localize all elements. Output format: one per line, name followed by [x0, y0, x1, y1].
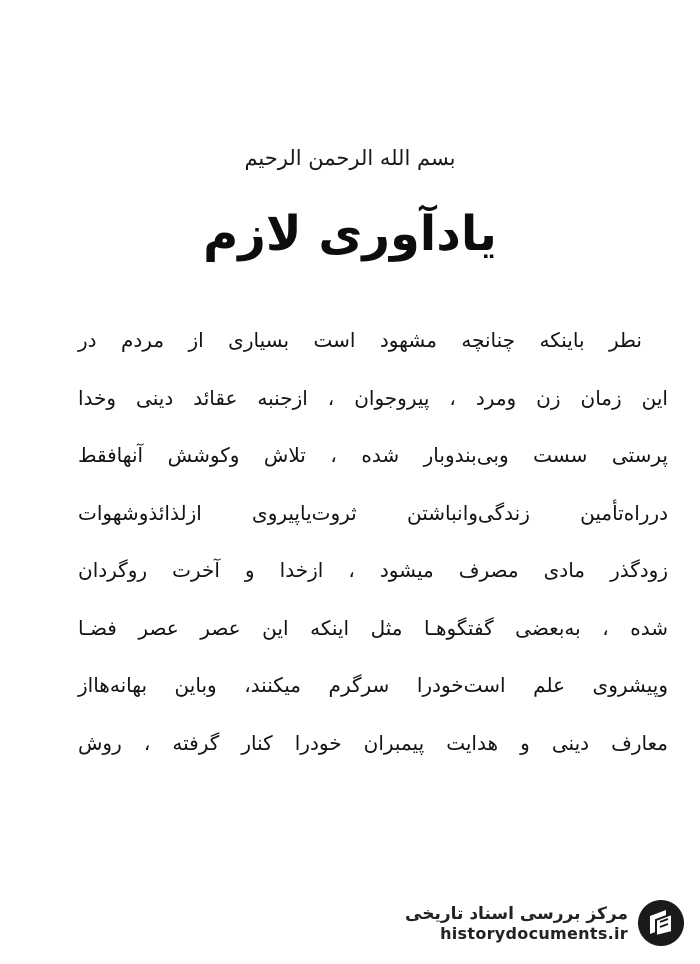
- text-line: وپیشروی علم است‌خودرا سرگرم میکنند، وباین بهانه‌هااز: [78, 673, 668, 697]
- body-paragraph: [78, 320, 668, 780]
- text-line: زودگذر مادی مصرف میشود ، ازخدا و آخرت روگردان: [78, 558, 668, 582]
- page-title: یادآوری لازم: [203, 206, 497, 262]
- text-line: درراه‌تأمین زندگی‌وانباشتن ثروت‌یاپیروی ازلذائذوشهوات: [78, 500, 668, 525]
- text-line: شده ، به‌بعضی گفتگوهـا مثل اینکه این عصر عصر فضـا: [78, 615, 668, 640]
- watermark-organization: مرکز بررسی اسناد تاریخی: [405, 903, 628, 924]
- watermark: [401, 894, 686, 952]
- basmala-heading: بسم الله الرحمن الرحیم: [244, 146, 456, 170]
- text-line: نطر باینکه چنانچه مشهود است بسیاری از مردم در: [78, 328, 642, 352]
- text-line: پرستی سست وبی‌بندوبار شده ، تلاش وکوشش آنهافقط: [78, 443, 668, 467]
- watermark-website: historydocuments.ir: [440, 923, 628, 943]
- text-line: معارف دینی و هدایت پیمبران خودرا کنار گرفته ، روش: [78, 730, 668, 755]
- archive-logo-icon: [636, 898, 686, 948]
- watermark-text: [401, 904, 636, 943]
- text-line: این زمان زن ومرد ، پیروجوان ، ازجنبه عقائد دینی وخدا: [78, 385, 668, 410]
